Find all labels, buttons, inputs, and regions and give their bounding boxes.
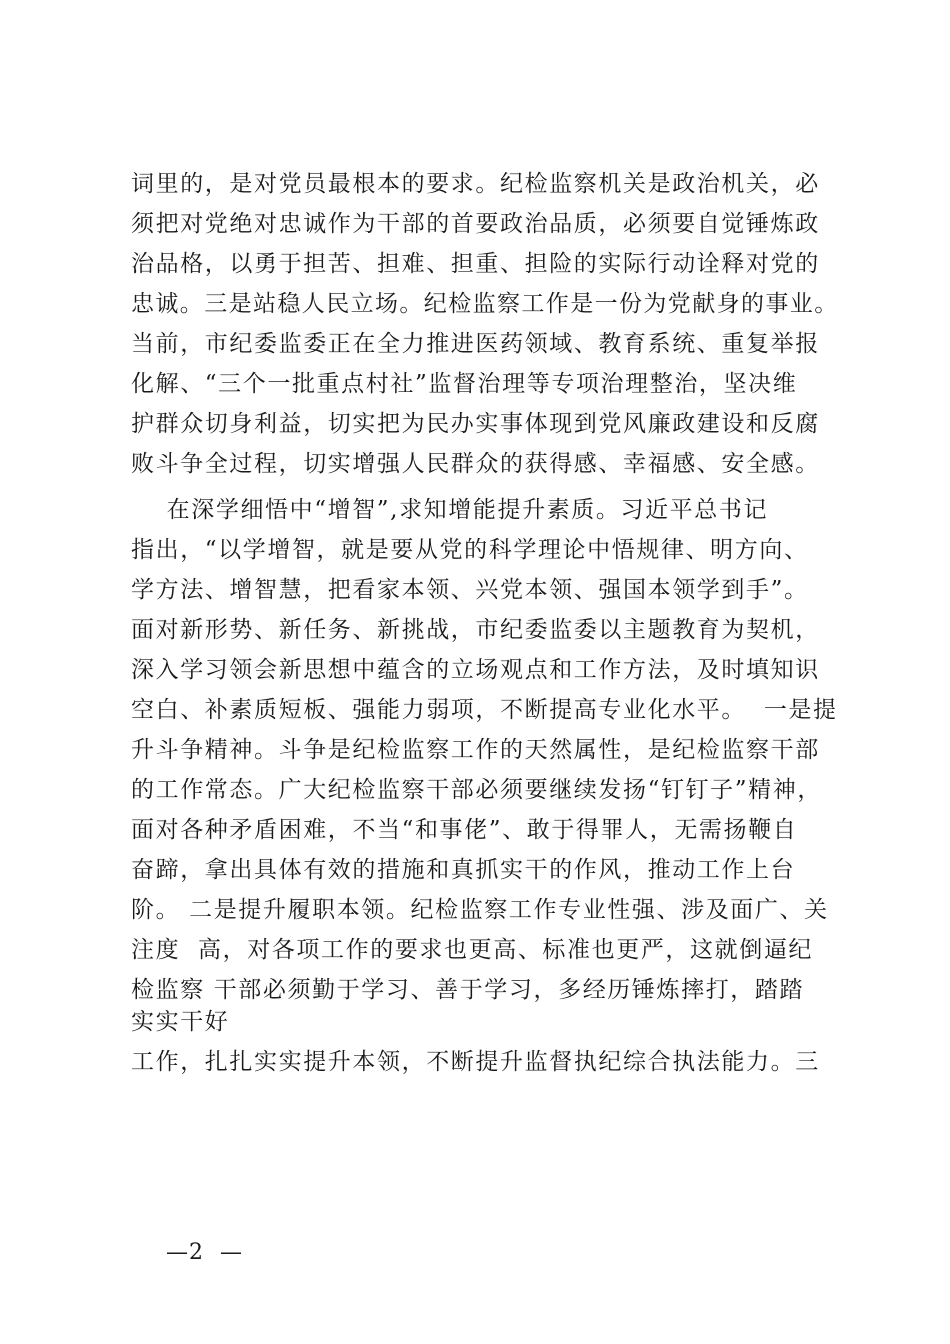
text-line: 面对各种矛盾困难，不当“和事佬”、敢于得罪人，无需扬鞭自 bbox=[131, 817, 798, 843]
text-line: 学方法、增智慧，把看家本领、兴党本领、强国本领学到手”。 bbox=[131, 577, 809, 603]
text-line: 面对新形势、新任务、新挑战，市纪委监委以主题教育为契机， bbox=[131, 617, 820, 643]
text-line: 检监察 干部必须勤于学习、善于学习，多经历锤炼摔打，踏踏 bbox=[131, 977, 805, 1003]
text-line: 奋蹄，拿出具体有效的措施和真抓实干的作风，推动工作上台 bbox=[131, 857, 796, 883]
text-line: 化解、“三个一批重点村社”监督治理等专项治理整治，坚决维 bbox=[131, 371, 798, 397]
paragraph-start-line: 在深学细悟中“增智”,求知增能提升素质。习近平总书记 bbox=[131, 497, 769, 523]
text-line: 工作，扎扎实实提升本领，不断提升监督执纪综合执法能力。三 bbox=[131, 1049, 820, 1075]
text-line: 实实干好 bbox=[131, 1009, 230, 1035]
text-line: 词里的，是对党员最根本的要求。纪检监察机关是政治机关，必 bbox=[131, 171, 820, 197]
text-line: 败斗争全过程，切实增强人民群众的获得感、幸福感、安全感。 bbox=[131, 451, 820, 477]
page-number: —2 — bbox=[166, 1240, 243, 1265]
text-line: 升斗争精神。斗争是纪检监察工作的天然属性，是纪检监察干部 bbox=[131, 737, 820, 763]
text-line: 的工作常态。广大纪检监察干部必须要继续发扬“钉钉子”精神， bbox=[131, 777, 822, 803]
text-line: 护群众切身利益，切实把为民办实事体现到党风廉政建设和反腐 bbox=[131, 411, 820, 437]
text-line: 注度 高，对各项工作的要求也更高、标准也更严，这就倒逼纪 bbox=[131, 937, 814, 963]
text-line: 深入学习领会新思想中蕴含的立场观点和工作方法，及时填知识 bbox=[131, 657, 820, 683]
text-line: 阶。 二是提升履职本领。纪检监察工作专业性强、涉及面广、关 bbox=[131, 897, 829, 923]
text-line: 须把对党绝对忠诚作为干部的首要政治品质，必须要自觉锤炼政 bbox=[131, 211, 820, 237]
text-line: 指出，“以学增智，就是要从党的科学理论中悟规律、明方向、 bbox=[131, 537, 809, 563]
text-line: 空白、补素质短板、强能力弱项，不断提高专业化水平。 一是提 bbox=[131, 697, 838, 723]
text-line: 治品格，以勇于担苦、担难、担重、担险的实际行动诠释对党的 bbox=[131, 251, 820, 277]
text-line: 当前，市纪委监委正在全力推进医药领域、教育系统、重复举报 bbox=[131, 331, 820, 357]
text-line: 忠诚。三是站稳人民立场。纪检监察工作是一份为党献身的事业。 bbox=[131, 291, 839, 317]
